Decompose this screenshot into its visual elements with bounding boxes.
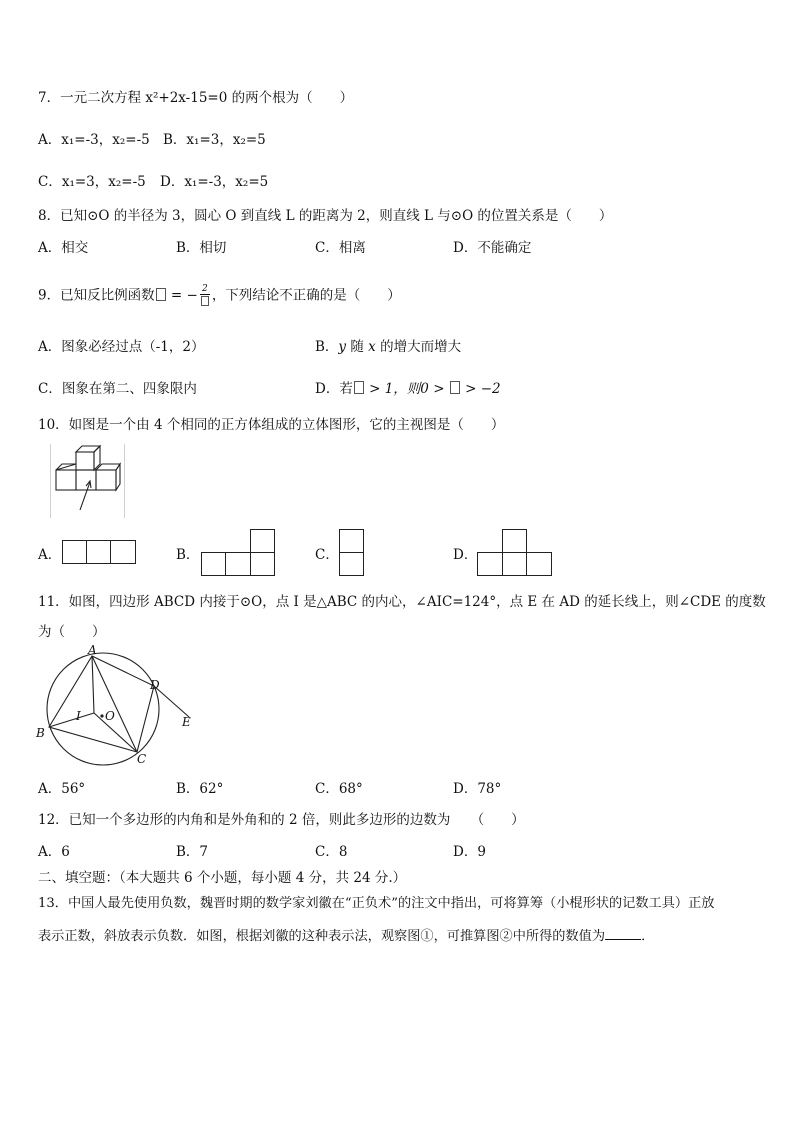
q9-option-b-y: y — [338, 339, 347, 355]
q11-stem-line1: 11．如图，四边形 ABCD 内接于⊙O，点 I 是△ABC 的内心，∠AIC=124°，点 E 在 AD 的延长线上，则∠CDE 的度数 — [38, 594, 766, 610]
q9-option-b-pre: B． — [315, 339, 339, 355]
missing-glyph-icon — [201, 296, 209, 306]
q9-option-b-x: x — [368, 339, 376, 355]
q9-option-c: C．图象在第二、四象限内 — [38, 381, 197, 397]
q12-option-a: A．6 — [38, 844, 70, 860]
q9-option-d-cond: > 1，则0 > — [364, 381, 449, 397]
q9-option-d-pre: D．若 — [315, 381, 353, 397]
q9-fraction-numerator: 2 — [201, 284, 208, 294]
q10-option-d-label: D． — [453, 547, 478, 563]
q11-option-a: A．56° — [38, 781, 86, 797]
q9-option-b-mid: 随 — [346, 339, 369, 355]
missing-glyph-icon — [450, 381, 460, 394]
point-label-d: D — [150, 678, 160, 692]
q9-stem-post: ，下列结论不正确的是（ ） — [211, 287, 401, 304]
q8-option-b: B．相切 — [176, 240, 227, 256]
q9-stem — [38, 285, 401, 307]
point-label-e: E — [182, 715, 191, 729]
q9-option-b-post: 的增大而增大 — [375, 339, 462, 355]
q7-option-d: D．x₁=-3，x₂=5 — [160, 174, 269, 190]
section-2-heading: 二、填空题：（本大题共 6 个小题，每小题 4 分，共 24 分.） — [38, 870, 407, 886]
point-label-b: B — [36, 726, 45, 740]
q13-line2-text: 表示正数，斜放表示负数．如图，根据刘徽的这种表示法，观察图①，可推算图②中所得的数值为 — [38, 929, 606, 944]
q9-fraction — [200, 285, 210, 307]
cube-solid-figure — [50, 444, 126, 518]
q10-stem: 10．如图是一个由 4 个相同的正方体组成的立体图形，它的主视图是（ ） — [38, 417, 505, 433]
q9-option-b — [315, 338, 461, 356]
q11-option-d: D．78° — [453, 781, 502, 797]
missing-glyph-icon — [354, 381, 364, 394]
missing-glyph-icon — [156, 288, 166, 301]
answer-blank[interactable] — [605, 927, 641, 940]
q9-option-a: A．图象必经过点（-1，2） — [38, 339, 205, 355]
point-label-c: C — [137, 752, 147, 766]
q13-line2 — [38, 927, 654, 946]
q9-option-d — [315, 380, 501, 398]
q11-option-b: B．62° — [176, 781, 224, 797]
q7-stem: 7．一元二次方程 x²+2x-15=0 的两个根为（ ） — [38, 90, 354, 106]
q12-option-b: B．7 — [176, 844, 209, 860]
point-label-i: I — [76, 709, 81, 723]
q8-option-d: D．不能确定 — [453, 240, 532, 256]
q12-option-c: C．8 — [315, 844, 348, 860]
q8-option-a: A．相交 — [38, 240, 89, 256]
center-o-dot — [100, 714, 103, 717]
q10-option-b-label: B． — [176, 547, 200, 563]
q7-option-c: C．x₁=3，x₂=-5 — [38, 174, 146, 190]
q10-option-c-label: C． — [315, 547, 339, 563]
q13-line2-end: ． — [641, 929, 655, 944]
q8-stem: 8．已知⊙O 的半径为 3，圆心 O 到直线 L 的距离为 2，则直线 L 与⊙O 的位置关系是（ ） — [38, 208, 613, 224]
q9-stem-pre: 9．已知反比例函数 — [38, 287, 155, 304]
q9-option-d-post: > −2 — [460, 381, 501, 397]
q9-stem-eq: = − — [166, 287, 198, 304]
q12-stem: 12．已知一个多边形的内角和是外角和的 2 倍，则此多边形的边数为 （ ） — [38, 812, 525, 828]
q13-line1: 13．中国人最先使用负数，魏晋时期的数学家刘徽在“正负术”的注文中指出，可将算筹（小棍形状的记数工具）正放 — [38, 896, 715, 911]
circle-quadrilateral-figure — [34, 645, 204, 770]
point-label-o: O — [105, 709, 115, 723]
q11-stem-line2: 为（ ） — [38, 624, 106, 640]
q10-option-a-label: A． — [38, 547, 62, 563]
q8-option-c: C．相离 — [315, 240, 366, 256]
q7-option-b: B．x₁=3，x₂=5 — [163, 132, 266, 148]
q11-option-c: C．68° — [315, 781, 363, 797]
q7-option-a: A．x₁=-3，x₂=-5 — [38, 132, 150, 148]
q12-option-d: D．9 — [453, 844, 486, 860]
point-label-a: A — [88, 645, 97, 657]
